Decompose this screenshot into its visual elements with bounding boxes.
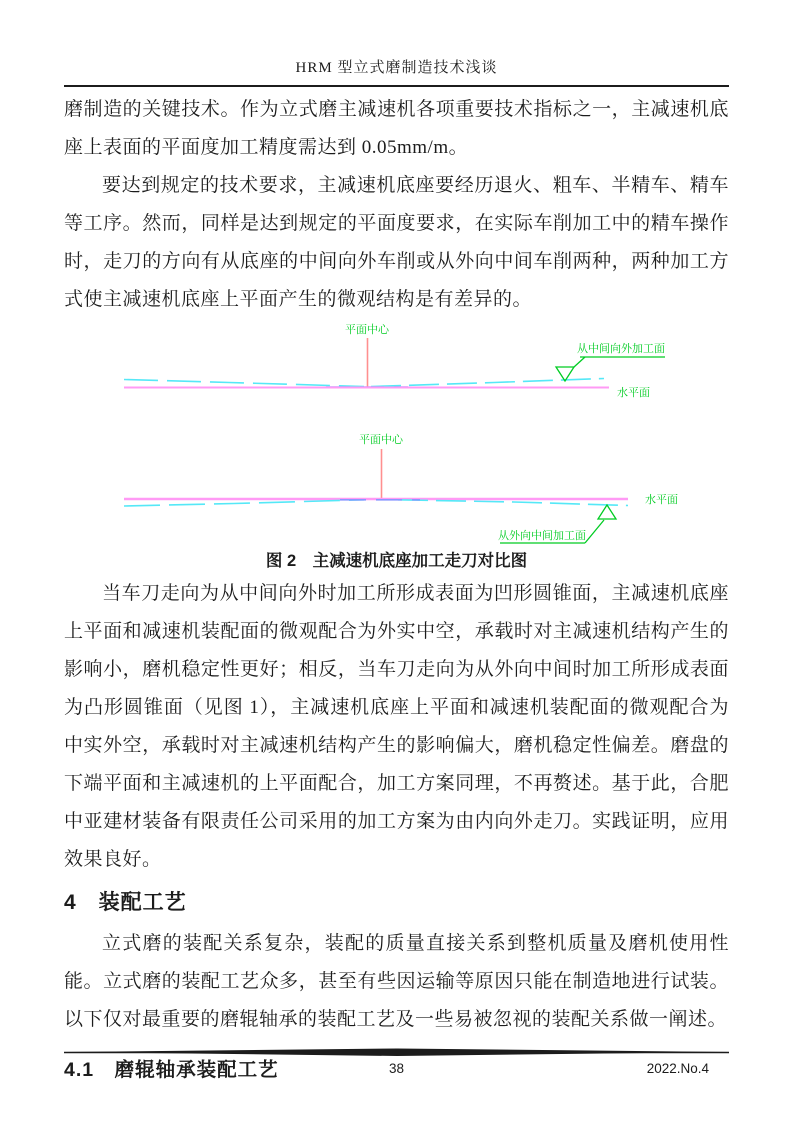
footer-row — [64, 1059, 729, 1079]
footer-rule-taper — [64, 1049, 729, 1057]
header-rule — [64, 85, 729, 87]
paragraph-1: 磨制造的关键技术。作为立式磨主减速机各项重要技术指标之一，主减速机底座上表面的平面度加工精度需达到 0.05mm/m。 — [64, 99, 729, 158]
paragraph-3: 当车刀走向为从中间向外时加工所形成表面为凹形圆锥面，主减速机底座上平面和减速机装配面的微观配合为外实中空，承载时对主减速机结构产生的影响小，磨机稳定性更好；相反，当车刀走向为从外向中间时加工所形成表面为凸形圆锥面（见图 1），主减速机底座上平面和减速机装配面的微观配合为中实外空，承载时对主减速机结构产生的影响偏大，磨机稳定性偏差。磨盘的下端平面和主减速机的上平面配合，加工方案同理，不再赘述。基于此，合肥中亚建材装备有限责任公司采用的加工方案为由内向外走刀。实践证明，应用效果良好。 — [64, 583, 729, 870]
running-head-title: HRM 型立式磨制造技术浅谈 — [295, 60, 498, 76]
figure-2 — [64, 319, 729, 573]
top-machined-surface-left — [124, 380, 364, 387]
bottom-plane-center-label: 平面中心 — [359, 434, 403, 446]
top-plane-center-label: 平面中心 — [345, 324, 389, 336]
figure-caption: 图 2 主减速机底座加工走刀对比图 — [265, 552, 528, 570]
subsection-heading-4-1: 4.1 磨辊轴承装配工艺 — [64, 1059, 279, 1081]
paragraph-4: 立式磨的装配关系复杂，装配的质量直接关系到整机质量及磨机使用性能。立式磨的装配工艺众多，甚至有些因运输等原因只能在制造地进行试装。以下仅对最重要的磨辊轴承的装配工艺及一些易被忽视的装配关系做一阐述。 — [64, 933, 729, 1030]
paragraph-2: 要达到规定的技术要求，主减速机底座要经历退火、粗车、半精车、精车等工序。然而，同样是达到规定的平面度要求，在实际车削加工中的精车操作时，走刀的方向有从底座的中间向外车削或从外向中间车削两种，两种加工方式使主减速机底座上平面产生的微观结构是有差异的。 — [64, 175, 729, 310]
bottom-machined-surface-label: 从外向中间加工面 — [498, 530, 586, 542]
bottom-machined-surface-right — [398, 500, 628, 506]
issue-label: 2022.No.4 — [646, 1061, 709, 1076]
bottom-leader-diagonal — [585, 520, 604, 543]
surface-symbol-up-icon — [598, 505, 616, 519]
page-number: 38 — [388, 1061, 405, 1076]
bottom-machined-surface-left — [124, 500, 364, 506]
top-horizontal-plane-label: 水平面 — [617, 387, 650, 399]
top-leader-diagonal — [574, 357, 585, 367]
page-footer — [64, 1048, 729, 1079]
top-machined-surface-right — [371, 379, 604, 387]
bottom-horizontal-plane-label: 水平面 — [645, 494, 678, 506]
footer-rule — [64, 1048, 729, 1057]
top-machined-surface-label: 从中间向外加工面 — [577, 343, 665, 355]
content-column — [64, 0, 729, 1085]
machining-comparison-diagram — [64, 319, 729, 557]
section-heading-4: 4 装配工艺 — [64, 891, 187, 914]
